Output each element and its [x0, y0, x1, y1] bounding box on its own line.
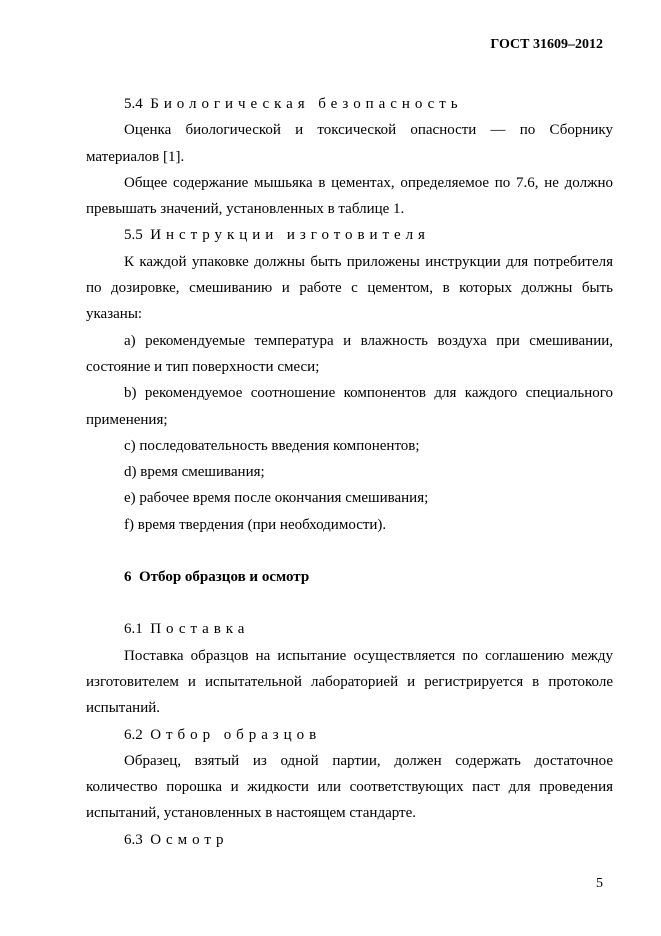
paragraph: Оценка биологической и токсической опасности — по Сборнику материалов [1]. — [86, 122, 613, 165]
subsection-title: Биологическая безопасность — [150, 96, 463, 112]
subsection-number: 6.1 — [124, 621, 143, 638]
subsection-heading-6-1 — [86, 616, 613, 642]
list-item: f) время твердения (при необходимости). — [124, 516, 387, 533]
document-id-header: ГОСТ 31609–2012 — [490, 37, 603, 52]
subsection-title: Инструкции изготовителя — [150, 227, 430, 244]
subsection-heading-6-3 — [86, 827, 613, 853]
subsection-heading-5-4 — [86, 91, 613, 117]
paragraph: Поставка образцов на испытание осуществляется по соглашению между изготовителем и испытательной лабораторией и регистрируется в протоколе испытаний. — [86, 647, 613, 717]
subsection-heading-5-5 — [86, 222, 613, 248]
subsection-heading-6-2 — [86, 722, 613, 748]
paragraph: Общее содержание мышьяка в цементах, определяемое по 7.6, не должно превышать значений, установленных в таблице 1. — [86, 174, 613, 218]
section-number: 6 — [124, 569, 132, 586]
list-item: d) время смешивания; — [124, 464, 265, 481]
subsection-number: 5.4 — [124, 96, 143, 112]
paragraph: Образец, взятый из одной партии, должен содержать достаточное количество порошка и жидкости или соответствующих паст для проведения испытаний, установленных в настоящем стандарте. — [86, 752, 613, 822]
subsection-number: 6.2 — [124, 726, 143, 743]
page-number: 5 — [596, 876, 603, 891]
list-item: a) рекомендуемые температура и влажность воздуха при смешивании, состояние и тип поверхности смеси; — [86, 332, 613, 375]
list-item: c) последовательность введения компонентов; — [124, 437, 420, 454]
section-heading-6 — [86, 564, 613, 590]
list-item: b) рекомендуемое соотношение компонентов для каждого специального применения; — [86, 385, 613, 428]
document-body — [86, 91, 613, 853]
subsection-number: 5.5 — [124, 227, 143, 244]
subsection-title: Осмотр — [150, 831, 229, 848]
list-item: e) рабочее время после окончания смешивания; — [124, 490, 429, 507]
subsection-title: Отбор образцов — [150, 726, 322, 743]
section-title: Отбор образцов и осмотр — [139, 569, 310, 586]
subsection-number: 6.3 — [124, 831, 143, 848]
paragraph: К каждой упаковке должны быть приложены инструкции для потребителя по дозировке, смешиванию и работе с цементом, в которых должны быть указаны: — [86, 253, 613, 323]
subsection-title: Поставка — [150, 621, 250, 638]
